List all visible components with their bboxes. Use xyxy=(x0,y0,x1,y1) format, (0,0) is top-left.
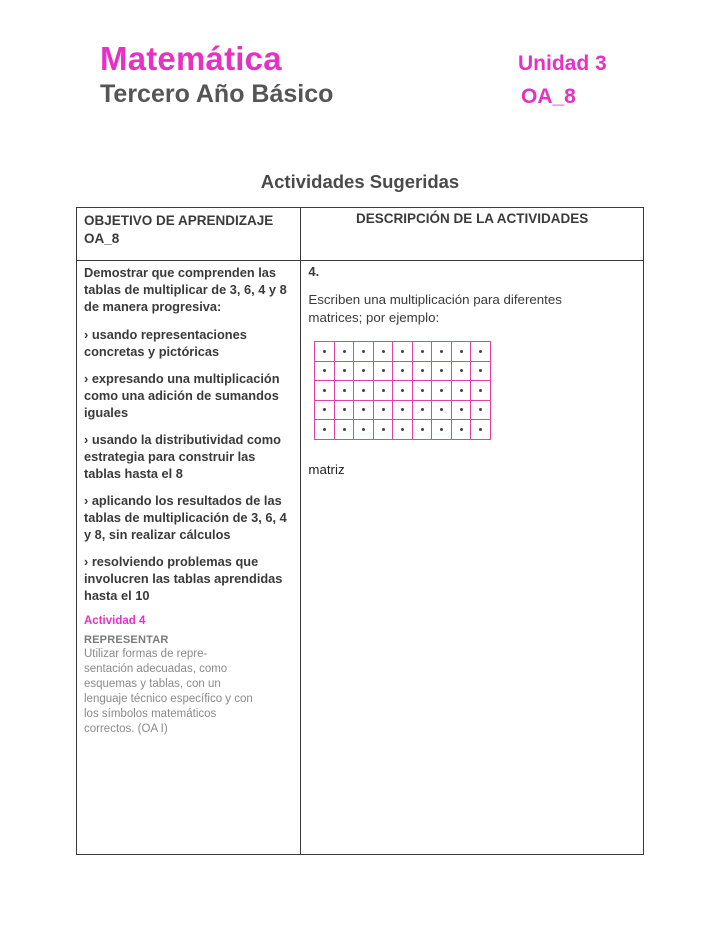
matrix-dot xyxy=(382,369,385,372)
matrix-cell xyxy=(432,342,452,362)
matrix-cell xyxy=(335,362,355,382)
matrix-cell xyxy=(393,401,413,421)
activity-tag: Actividad 4 xyxy=(84,615,146,627)
matrix-cell xyxy=(452,362,472,382)
matrix-cell xyxy=(315,420,335,440)
matrix-cell xyxy=(315,401,335,421)
matrix-cell xyxy=(335,401,355,421)
matrix-dot xyxy=(440,408,443,411)
objective-point: › usando la distributividad como estrategia para construir las tablas hasta el 8 xyxy=(84,432,281,481)
matrix-dot xyxy=(323,428,326,431)
matrix-caption: matriz xyxy=(308,461,345,477)
matrix-cell xyxy=(374,362,394,382)
matrix-cell xyxy=(413,420,433,440)
matrix-dot xyxy=(421,389,424,392)
objective-header: OBJETIVO DE APRENDIZAJE OA_8 xyxy=(77,208,301,261)
matrix-dot xyxy=(343,428,346,431)
objective-main-text: Demostrar que comprenden las tablas de multiplicar de 3, 6, 4 y 8 de manera progresiva: xyxy=(84,265,287,314)
activities-table xyxy=(76,207,644,855)
matrix-dot xyxy=(440,428,443,431)
grade-title: Tercero Año Básico xyxy=(100,80,334,108)
matrix-dot xyxy=(421,408,424,411)
matrix-dot xyxy=(343,350,346,353)
matrix-cell xyxy=(374,401,394,421)
matrix-dot xyxy=(479,408,482,411)
activity-skill-description: Utilizar formas de repre-sentación adecuadas, como esquemas y tablas, con un lenguaje técnico específico y con los símbolos matemáticos correctos. (OA I) xyxy=(84,648,253,735)
matrix-dot xyxy=(479,389,482,392)
matrix-dot xyxy=(362,369,365,372)
matrix-dot xyxy=(362,350,365,353)
section-title: Actividades Sugeridas xyxy=(260,171,460,192)
objective-point: › aplicando los resultados de las tablas de multiplicación de 3, 6, 4 y 8, sin realizar cálculos xyxy=(84,493,287,542)
activity-skill: REPRESENTAR xyxy=(84,634,169,646)
matrix-cell xyxy=(413,362,433,382)
table-header-row xyxy=(77,208,644,261)
matrix-cell xyxy=(354,420,374,440)
activity-text: Escriben una multiplicación para diferentes matrices; por ejemplo: xyxy=(308,292,562,325)
matrix-dot xyxy=(362,428,365,431)
matrix-cell xyxy=(452,401,472,421)
unit-label: Unidad 3 xyxy=(518,52,607,75)
matrix-cell xyxy=(393,381,413,401)
matrix-cell xyxy=(335,381,355,401)
matrix-dot xyxy=(401,408,404,411)
matrix-cell xyxy=(432,381,452,401)
matrix-cell xyxy=(374,381,394,401)
matrix-dot xyxy=(362,389,365,392)
matrix-dot xyxy=(479,428,482,431)
matrix-cell xyxy=(354,401,374,421)
matrix-dot xyxy=(479,369,482,372)
matrix-cell xyxy=(452,342,472,362)
matrix-cell xyxy=(335,342,355,362)
matrix-dot xyxy=(421,369,424,372)
matrix-cell xyxy=(471,401,491,421)
matrix-cell xyxy=(413,342,433,362)
matrix-cell xyxy=(432,362,452,382)
matrix-dot xyxy=(460,408,463,411)
matrix-dot xyxy=(382,428,385,431)
matrix-dot xyxy=(401,428,404,431)
matrix-dot xyxy=(460,369,463,372)
activity-skill-box xyxy=(84,614,294,737)
matrix-cell xyxy=(432,401,452,421)
matrix-cell xyxy=(315,362,335,382)
matrix-dot xyxy=(460,428,463,431)
matrix-dot xyxy=(479,350,482,353)
matrix-cell xyxy=(471,420,491,440)
matrix-cell xyxy=(354,362,374,382)
matrix-cell xyxy=(393,362,413,382)
matrix-dot xyxy=(460,350,463,353)
objective-point: › expresando una multiplicación como una adición de sumandos iguales xyxy=(84,371,280,420)
description-cell xyxy=(301,261,644,855)
matrix-cell xyxy=(413,401,433,421)
matrix-cell xyxy=(393,420,413,440)
matrix-dot xyxy=(440,389,443,392)
matrix-cell xyxy=(315,381,335,401)
matrix-cell xyxy=(413,381,433,401)
subject-title: Matemática xyxy=(100,40,282,77)
matrix-dot xyxy=(323,369,326,372)
objective-code-label: OA_8 xyxy=(521,85,576,108)
matrix-cell xyxy=(354,342,374,362)
matrix-dot xyxy=(460,389,463,392)
matrix-dot xyxy=(440,369,443,372)
objective-point: › resolviendo problemas que involucren las tablas aprendidas hasta el 10 xyxy=(84,554,283,603)
matrix-cell xyxy=(432,420,452,440)
matrix-dot xyxy=(440,350,443,353)
matrix-dot xyxy=(401,369,404,372)
matrix-dot xyxy=(343,408,346,411)
objective-point: › usando representaciones concretas y pictóricas xyxy=(84,327,247,359)
description-header: DESCRIPCIÓN DE LA ACTIVIDADES xyxy=(301,208,644,261)
dot-matrix xyxy=(314,341,491,440)
matrix-cell xyxy=(335,420,355,440)
matrix-dot xyxy=(382,408,385,411)
matrix-dot xyxy=(401,350,404,353)
matrix-cell xyxy=(452,420,472,440)
matrix-cell xyxy=(471,342,491,362)
matrix-dot xyxy=(343,369,346,372)
objective-cell xyxy=(77,261,301,855)
matrix-dot xyxy=(323,350,326,353)
matrix-dot xyxy=(323,408,326,411)
matrix-cell xyxy=(471,362,491,382)
matrix-cell xyxy=(452,381,472,401)
matrix-cell xyxy=(374,342,394,362)
table-body-row xyxy=(77,261,644,855)
matrix-cell xyxy=(315,342,335,362)
matrix-dot xyxy=(401,389,404,392)
matrix-dot xyxy=(382,350,385,353)
matrix-dot xyxy=(362,408,365,411)
matrix-cell xyxy=(354,381,374,401)
matrix-dot xyxy=(421,428,424,431)
matrix-dot xyxy=(421,350,424,353)
matrix-cell xyxy=(393,342,413,362)
matrix-dot xyxy=(343,389,346,392)
matrix-dot xyxy=(323,389,326,392)
matrix-dot xyxy=(382,389,385,392)
matrix-cell xyxy=(471,381,491,401)
matrix-cell xyxy=(374,420,394,440)
activity-number: 4. xyxy=(308,264,320,279)
